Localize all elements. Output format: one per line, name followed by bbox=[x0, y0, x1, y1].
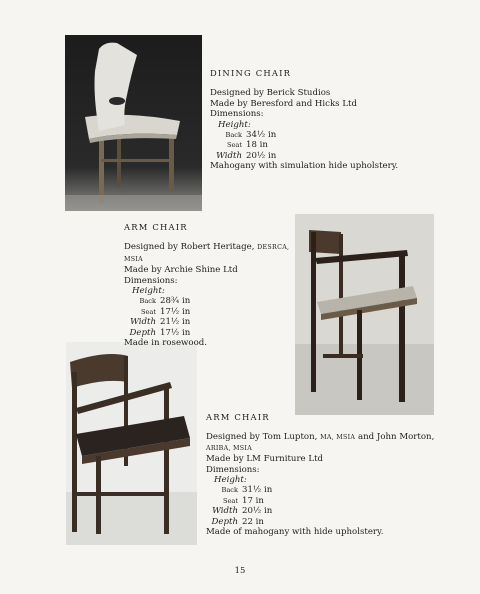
back-label: Back bbox=[225, 131, 242, 140]
back-value: 34½ in bbox=[246, 130, 277, 141]
width-value: 20½ in bbox=[246, 150, 277, 161]
rosewood-arm-chair-title: ARM CHAIR bbox=[124, 222, 188, 232]
rosewood-arm-chair-width-row bbox=[124, 317, 294, 327]
rosewood-arm-chair-dimensions-label: Dimensions: bbox=[124, 275, 178, 286]
mahogany-arm-chair-designer-line-1: Designed by Tom Lupton, MA, MSIA and John Morton, bbox=[206, 432, 435, 443]
dining-chair-description bbox=[210, 68, 460, 172]
width-value: 21½ in bbox=[160, 317, 191, 328]
rosewood-arm-chair-seat-row bbox=[124, 307, 294, 317]
back-value: 28¾ in bbox=[160, 296, 191, 307]
rosewood-arm-chair-note: Made in rosewood. bbox=[124, 338, 207, 349]
mahogany-arm-chair-designer-line-2: ARIBA, MSIA bbox=[206, 444, 253, 452]
mahogany-arm-chair-depth-row bbox=[206, 517, 456, 527]
mahogany-arm-chair-photo bbox=[66, 342, 197, 545]
width-label: Width bbox=[130, 317, 156, 328]
mahogany-arm-chair-back-row bbox=[206, 485, 456, 495]
depth-value: 17½ in bbox=[160, 327, 191, 338]
rosewood-arm-chair-height-label: Height: bbox=[132, 286, 165, 297]
seat-value: 17½ in bbox=[160, 306, 191, 317]
mahogany-arm-chair-width-row bbox=[206, 506, 456, 516]
rosewood-arm-chair-depth-row bbox=[124, 328, 294, 338]
depth-label: Depth bbox=[129, 327, 156, 338]
depth-value: 22 in bbox=[242, 516, 264, 527]
width-label: Width bbox=[212, 506, 238, 517]
dining-chair-seat-row bbox=[210, 140, 460, 150]
rosewood-arm-chair-description bbox=[124, 222, 294, 348]
dining-chair-height-label: Height: bbox=[218, 119, 251, 130]
back-label: Back bbox=[139, 297, 156, 306]
rosewood-arm-chair-photo bbox=[295, 214, 434, 415]
rosewood-arm-chair-designer: Designed by Robert Heritage, DESRCA, MSIA bbox=[124, 242, 290, 263]
width-value: 20½ in bbox=[242, 506, 273, 517]
page-number: 15 bbox=[234, 565, 246, 575]
dining-chair-width-row bbox=[210, 151, 460, 161]
back-value: 31½ in bbox=[242, 485, 273, 496]
mahogany-arm-chair-maker: Made by LM Furniture Ltd bbox=[206, 454, 324, 465]
dining-chair-designer: Designed by Berick Studios bbox=[210, 88, 331, 99]
dining-chair-maker: Made by Beresford and Hicks Ltd bbox=[210, 98, 357, 109]
seat-label: Seat bbox=[222, 496, 238, 505]
mahogany-arm-chair-note: Made of mahogany with hide upholstery. bbox=[206, 527, 384, 538]
dining-chair-dimensions-label: Dimensions: bbox=[210, 109, 264, 120]
mahogany-arm-chair-title: ARM CHAIR bbox=[206, 412, 270, 422]
dining-chair-back-row bbox=[210, 130, 460, 140]
width-label: Width bbox=[216, 150, 242, 161]
mahogany-arm-chair-dimensions-label: Dimensions: bbox=[206, 464, 260, 475]
dining-chair-photo bbox=[65, 35, 202, 211]
mahogany-arm-chair-height-label: Height: bbox=[214, 475, 247, 486]
rosewood-arm-chair-maker: Made by Archie Shine Ltd bbox=[124, 265, 238, 276]
rosewood-arm-chair-back-row bbox=[124, 296, 294, 306]
dining-chair-title: DINING CHAIR bbox=[210, 68, 292, 78]
seat-label: Seat bbox=[140, 307, 156, 316]
mahogany-arm-chair-description bbox=[206, 412, 456, 537]
seat-label: Seat bbox=[226, 141, 242, 150]
depth-label: Depth bbox=[211, 516, 238, 527]
back-label: Back bbox=[221, 486, 238, 495]
mahogany-arm-chair-seat-row bbox=[206, 496, 456, 506]
seat-value: 18 in bbox=[246, 140, 268, 151]
dining-chair-note: Mahogany with simulation hide upholstery. bbox=[210, 161, 399, 172]
seat-value: 17 in bbox=[242, 495, 264, 506]
